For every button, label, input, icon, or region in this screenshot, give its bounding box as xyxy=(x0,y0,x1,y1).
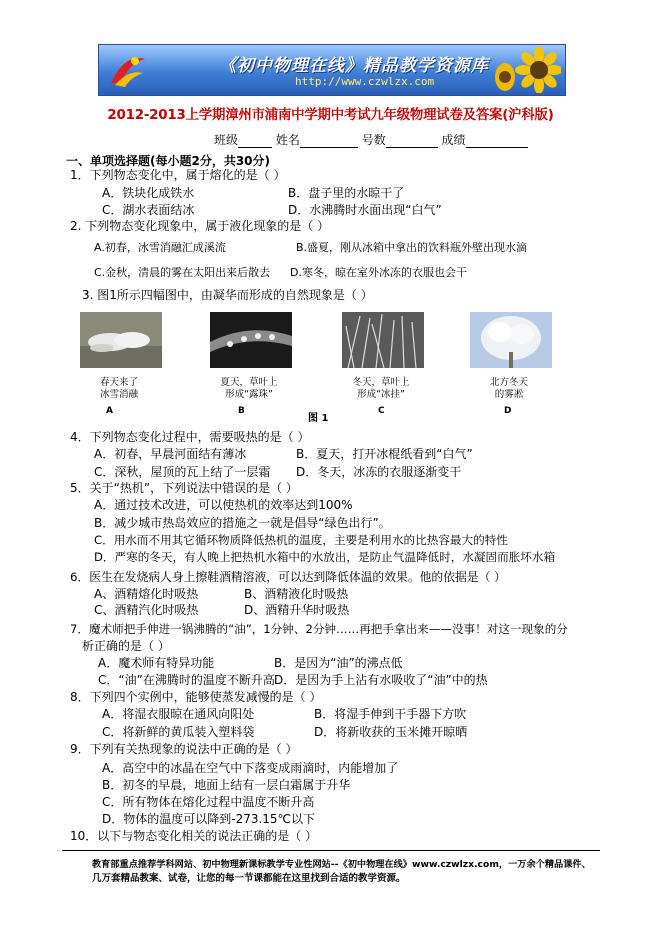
q5-option-b: B．减少城市热岛效应的措施之一就是倡导“绿色出行”。 xyxy=(94,516,391,530)
q1-option-d: D．水沸腾时水面出现“白气” xyxy=(288,203,442,217)
student-info-fields xyxy=(214,131,528,148)
banner-url[interactable]: http://www.czwlzx.com xyxy=(295,75,435,88)
q4-stem: 4．下列物态变化过程中，需要吸热的是（ ） xyxy=(70,430,310,444)
q4-option-a: A．初春，早晨河面结有薄冰 xyxy=(94,447,247,461)
q5-option-a: A．通过技术改进，可以使热机的效率达到100% xyxy=(94,498,353,512)
q2-option-b: B.盛夏，刚从冰箱中拿出的饮料瓶外壁出现水滴 xyxy=(296,241,528,254)
figure-b-letter: B xyxy=(238,406,245,416)
figure-c-image xyxy=(342,312,424,368)
figure-c-caption: 冬天，草叶上 形成“冰挂” xyxy=(352,377,410,400)
q4-option-d: D．冬天，冰冻的衣服逐渐变干 xyxy=(296,465,462,479)
sunflower-icon xyxy=(491,47,561,93)
name-label: 姓名 xyxy=(275,133,300,147)
section-heading: 一、单项选择题(每小题2分，共30分) xyxy=(66,154,271,168)
q3-stem: 3. 图1所示四幅图中，由凝华而形成的自然现象是（ ） xyxy=(82,288,373,302)
figure-a-image xyxy=(80,312,162,368)
q9-option-a: A．高空中的冰晶在空气中下落变成雨滴时，内能增加了 xyxy=(102,761,399,775)
q7-option-d: D．是因为手上沾有水吸收了“油”中的热 xyxy=(274,673,488,687)
footer-divider xyxy=(62,850,600,851)
q8-option-c: C．将新鲜的黄瓜装入塑料袋 xyxy=(102,725,255,739)
name-blank[interactable] xyxy=(300,135,358,148)
q8-stem: 8．下列四个实例中，能够使蒸发减慢的是（ ） xyxy=(70,690,322,704)
q6-option-c: C、酒精汽化时吸热 xyxy=(94,603,199,617)
footer-line-2: 几万套精品教案、试卷，让您的每一节课都能在这里找到合适的教学资源。 xyxy=(92,873,406,884)
figure-d-caption: 北方冬天 的雾凇 xyxy=(489,377,528,400)
q6-option-b: B、酒精液化时吸热 xyxy=(244,587,349,601)
q8-option-a: A．将湿衣服晾在通风向阳处 xyxy=(102,707,255,721)
q6-option-a: A、酒精熔化时吸热 xyxy=(94,587,199,601)
class-label: 班级 xyxy=(214,133,239,147)
q7-stem: 7．魔术师把手伸进一锅沸腾的“油”，1分钟、2分钟……再把手拿出来——没事！对这一现象的分 xyxy=(70,622,568,636)
q7-option-a: A．魔术师有特异功能 xyxy=(98,656,215,670)
q2-option-c: C.金秋，清晨的雾在太阳出来后散去 xyxy=(94,266,271,279)
figure-a-letter: A xyxy=(106,406,113,416)
number-blank[interactable] xyxy=(386,135,438,148)
number-label: 号数 xyxy=(361,133,386,147)
figure-1-label: 图 1 xyxy=(308,413,329,424)
q2-option-d: D.寒冬，晾在室外冰冻的衣服也会干 xyxy=(290,266,467,279)
q7-stem-continued: 析正确的是（ ） xyxy=(82,639,170,653)
figure-b-image xyxy=(210,312,292,368)
q6-stem: 6．医生在发烧病人身上擦鞋酒精溶液，可以达到降低体温的效果。他的依据是（ ） xyxy=(70,570,506,584)
q5-stem: 5．关于“热机”，下列说法中错误的是（ ） xyxy=(70,481,298,495)
q7-option-b: B．是因为“油”的沸点低 xyxy=(274,656,403,670)
figure-c-letter: C xyxy=(378,406,385,416)
score-blank[interactable] xyxy=(466,135,528,148)
q1-option-c: C．湖水表面结冰 xyxy=(102,203,195,217)
q9-option-b: B．初冬的早晨，地面上结有一层白霜属于升华 xyxy=(102,778,351,792)
q10-stem: 10．以下与物态变化相关的说法正确的是（ ） xyxy=(70,829,318,843)
exam-title: 2012-2013上学期漳州市浦南中学期中考试九年级物理试卷及答案(沪科版) xyxy=(107,108,554,123)
figure-d-letter: D xyxy=(504,406,512,416)
q2-option-a: A.初春，冰雪消融汇成溪流 xyxy=(94,241,226,254)
q1-stem: 1．下列物态变化中，属于熔化的是（ ） xyxy=(70,168,286,182)
q5-option-c: C．用水而不用其它循环物质降低热机的温度，主要是利用水的比热容最大的特性 xyxy=(94,533,508,547)
banner-title: 《初中物理在线》精品教学资源库 xyxy=(219,56,489,76)
footer-line-1: 教育部重点推荐学科网站、初中物理新课标教学专业性网站--《初中物理在线》www.czwlzx.com，一万余个精品课件、 xyxy=(92,859,591,870)
q4-option-b: B．夏天，打开冰棍纸看到“白气” xyxy=(296,447,473,461)
q7-option-c: C．“油”在沸腾时的温度不断升高 xyxy=(98,673,275,687)
q9-stem: 9．下列有关热现象的说法中正确的是（ ） xyxy=(70,742,298,756)
figure-a-caption: 春天来了 冰雪消融 xyxy=(99,377,138,400)
q2-stem: 2. 下列物态变化现象中，属于液化现象的是（ ） xyxy=(70,219,330,233)
q1-option-a: A．铁块化成铁水 xyxy=(102,186,195,200)
q5-option-d: D．严寒的冬天，有人晚上把热机水箱中的水放出，是防止气温降低时，水凝固而胀坏水箱 xyxy=(94,550,556,564)
q8-option-b: B．将湿手伸到干手器下方吹 xyxy=(314,707,467,721)
class-blank[interactable] xyxy=(238,135,272,148)
header-banner xyxy=(98,44,566,96)
score-label: 成绩 xyxy=(441,133,466,147)
q9-option-d: D．物体的温度可以降到-273.15℃以下 xyxy=(102,812,316,826)
figure-b-caption: 夏天，草叶上 形成“露珠” xyxy=(220,377,278,400)
q4-option-c: C．深秋，屋顶的瓦上结了一层霜 xyxy=(94,465,271,479)
figure-d-image xyxy=(470,312,552,368)
q8-option-d: D．将新收获的玉米摊开晾晒 xyxy=(314,725,468,739)
q6-option-d: D、酒精升华时吸热 xyxy=(244,603,350,617)
site-logo-icon xyxy=(105,49,151,91)
q9-option-c: C．所有物体在熔化过程中温度不断升高 xyxy=(102,795,315,809)
q1-option-b: B．盘子里的水晾干了 xyxy=(288,186,405,200)
